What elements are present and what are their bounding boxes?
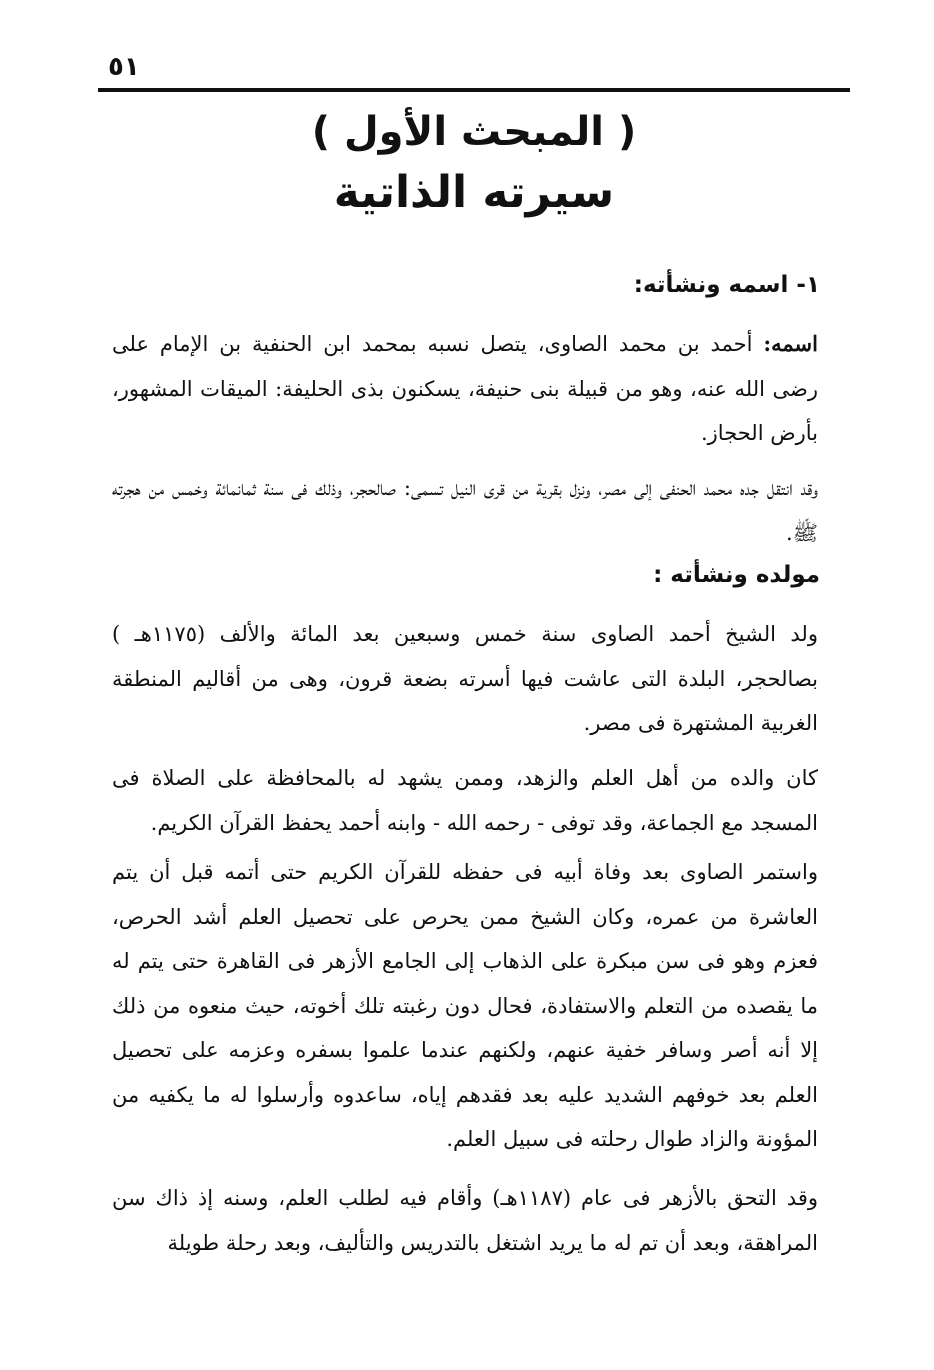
page-number: ٥١ <box>108 52 140 82</box>
paragraph-label: اسمه: <box>763 331 818 356</box>
section-title-birth-upbringing: مولده ونشأته : <box>653 562 820 588</box>
header-rule <box>98 88 850 92</box>
paragraph-study: واستمر الصاوى بعد وفاة أبيه فى حفظه للقرآن الكريم حتى أتمه قبل أن يتم العاشرة من عمره، وكان الشيخ ممن يحرص على تحصيل العلم أشد الحرص، فعزم وهو فى سن مبكرة على الذهاب إلى الجامع الأزهر فى القاهرة حتى يتم له ما يقصده من التعلم والاستفادة، فحال دون رغبته تلك أخوته، حيث منعوه من ذلك إلا أنه أصر وسافر خفية عنهم، ولكنهم عندما علموا بسفره وعزمه على تحصيل العلم بعد خوفهم الشديد عليه بعد فقدهم إياه، ساعدوه وأرسلوا له ما يكفيه من المؤونة والزاد طوال رحلته فى سبيل العلم. <box>112 860 818 1151</box>
paragraph-father: كان والده من أهل العلم والزهد، وممن يشهد له بالمحافظة على الصلاة فى المسجد مع الجماعة، وقد توفى - رحمه الله - وابنه أحمد يحفظ القرآن الكريم. <box>112 766 818 835</box>
paragraph-grandfather: وقد انتقل جده محمد الحنفى إلى مصر، ونزل بقرية من قرى النيل تسمى: صالحجر، وذلك فى سنة ثمانمائة وخمس من هجرته ﷺ. <box>112 476 818 545</box>
chapter-heading: ( المبحث الأول ) <box>311 109 637 155</box>
paragraph-name <box>112 322 818 456</box>
paragraph-birth: ولد الشيخ أحمد الصاوى سنة خمس وسبعين بعد المائة والألف (١١٧٥هـ ) بصالحجر، البلدة التى عاشت فيها أسرته بضعة قرون، وهى من أقاليم المنطقة الغربية المشتهرة فى مصر. <box>112 622 818 735</box>
chapter-title: سيرته الذاتية <box>333 167 615 218</box>
paragraph-azhar: وقد التحق بالأزهر فى عام (١١٨٧هـ) وأقام فيه لطلب العلم، وسنه إذ ذاك سن المراهقة، وبعد أن تم له ما يريد اشتغل بالتدريس والتأليف، وبعد رحلة طويلة <box>112 1186 819 1255</box>
section-title-name-upbringing: ١- اسمه ونشأته: <box>633 272 820 298</box>
paragraph-text: أحمد بن محمد الصاوى، يتصل نسبه بمحمد ابن الحنفية بن الإمام على رضى الله عنه، وهو من قبيلة بنى حنيفة، يسكنون بذى الحليفة: الميقات المشهور، بأرض الحجاز. <box>112 332 818 445</box>
